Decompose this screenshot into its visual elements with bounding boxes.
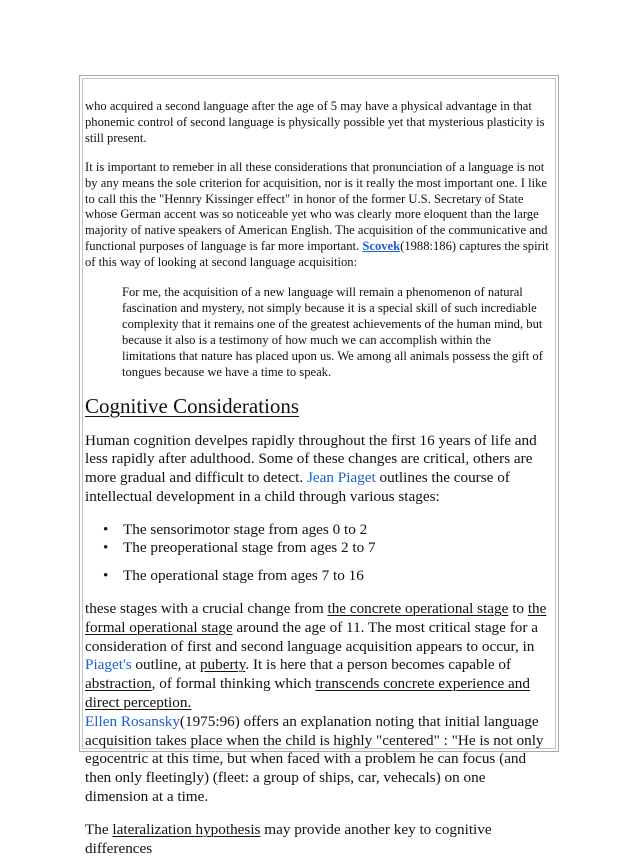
text-span: (1975:96) offers an explanation noting that initial language acquisition takes place when the child is highly "centered" : "He is not only egocentric at this time, but when faced with a problem he can focus (and then only fleetingly) (fleet: a group of ships, car, vehecals) on one dimension at a time. [85,712,544,806]
link-ellen-rosansky[interactable]: Ellen Rosansky [85,712,180,730]
paragraph-cognition [85,432,551,507]
paragraph-plasticity: who acquired a second language after the age of 5 may have a physical advantage in that phonemic control of second language is physically possible yet that mysterious plasticity is still present. [85,99,545,145]
text-span: to [508,600,528,618]
stages-list [85,521,551,586]
text-span: The [85,820,113,838]
link-puberty[interactable]: puberty [199,656,246,674]
paragraph-cognition-b: outlines the course of intellectual development in a child through various stages: [85,469,510,505]
list-item [103,520,551,540]
block-quote: For me, the acquisition of a new language will remain a phenomenon of natural fascination and mystery, not simply because it is a special skill of such incrediable complexity that it remains one of the greatest achievements of the human mind, but because it also is a testimony of how much we can accomplish within the limitations that nature has placed upon us. We among all animals possess the gift of tongues because we have a time to speak. [122,285,543,379]
paragraph-pronunciation-after: (1988:186) captures the spirit of this way of looking at second language acquisition: [85,239,549,270]
bullet-icon: • [103,539,109,557]
list-item-text: The preoperational stage from ages 2 to 7 [123,539,376,557]
paragraph-pronunciation [85,160,551,271]
bullet-icon: • [103,567,109,585]
link-transcends[interactable]: transcends concrete experience and direct perception. [85,675,530,712]
page-frame [79,75,559,857]
link-formal-operational[interactable]: the formal operational stage [85,600,547,636]
link-scovek[interactable]: Scovek [362,239,401,254]
list-item [103,539,551,558]
text-span: , of formal thinking which [151,675,316,693]
document-body [85,99,551,858]
paragraph-lateralization [85,821,551,858]
link-jean-piaget[interactable]: Jean Piaget [306,469,376,487]
paragraph-cognition-a: Human cognition develpes rapidly throughout the first 16 years of life and less rapidly after adulthood. Some of these changes are critical, others are more gradual and difficult to detect. [85,431,537,487]
list-item [103,567,551,586]
paragraph-pronunciation-text: It is important to remeber in all these considerations that pronunciation of a language is not by any means the sole criterion for acquisition, nor is it really the most important one. I like to call this the "Hennry Kissinger effect" in honor of the former U.S. Secretary of State whose German accent was so noticeable yet who was clearly more eloquent than the large majority of native speakers of American English. The acquisition of the communicative and functional purposes of language is far more important. [85,159,548,254]
section-heading: Cognitive Considerations [85,393,300,418]
link-lateralization[interactable]: lateralization hypothesis [112,820,261,838]
text-span: . It is here that a person becomes capable of [245,656,512,674]
bullet-icon: • [103,520,109,538]
text-span: these stages with a crucial change from [85,600,328,618]
text-span: may provide another key to cognitive differences [85,820,492,857]
paragraph-stages [85,600,551,807]
link-piagets[interactable]: Piaget's [85,656,132,674]
page-frame-inner [82,78,556,857]
list-item-text: The operational stage from ages 7 to 16 [123,567,364,585]
link-concrete-operational[interactable]: the concrete operational stage [327,600,509,618]
text-span: around the age of 11. The most critical stage for a consideration of first and second language acquisition appears to occur, in [85,618,538,655]
list-item-text: The sensorimotor stage from ages 0 to 2 [123,520,368,538]
text-span: outline, at [131,656,200,674]
link-abstraction[interactable]: abstraction [85,675,152,693]
